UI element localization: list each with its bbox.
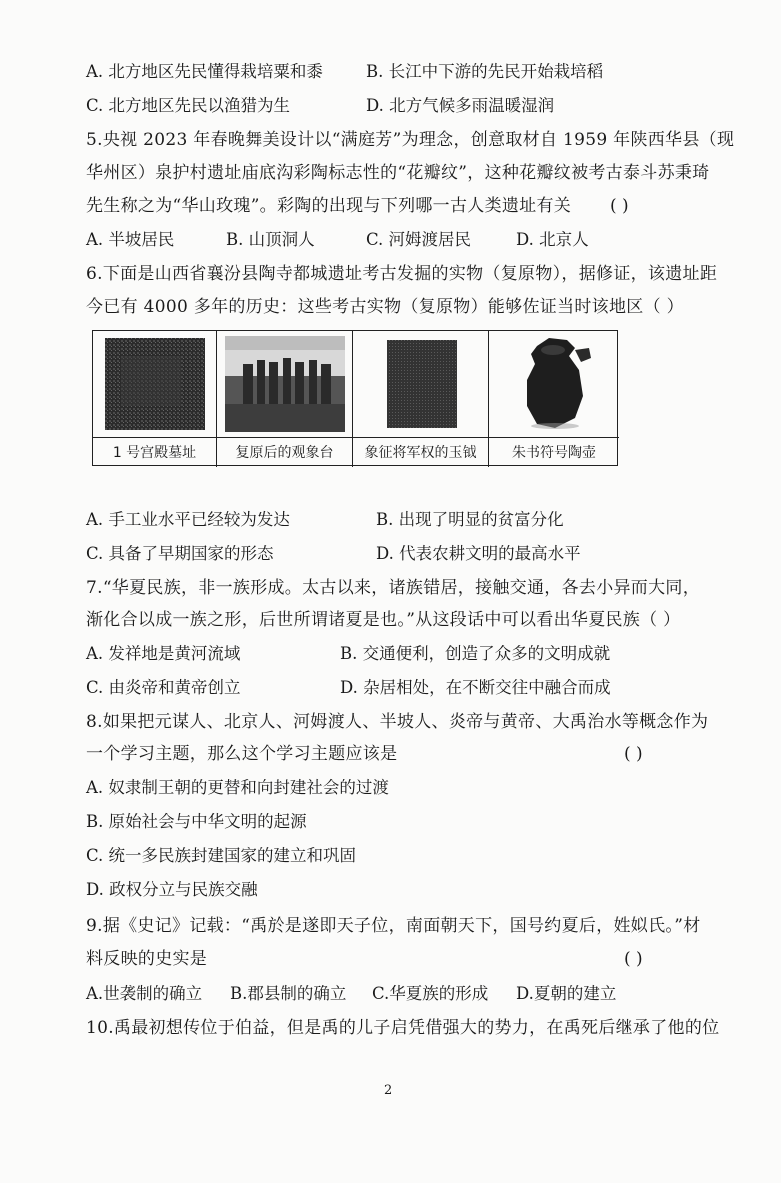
q8-option-c: C. 统一多民族封建国家的建立和巩固 [86, 846, 357, 865]
q8-option-a: A. 奴隶制王朝的更替和向封建社会的过渡 [86, 778, 389, 797]
q6-stem-line1: 6.下面是山西省襄汾县陶寺都城遗址考古发掘的实物（复原物），据修证，该遗址距 [86, 264, 718, 284]
artifact-photo-table [92, 330, 618, 466]
q7-stem-line2: 渐化合以成一族之形，后世所谓诸夏是也。”从这段话中可以看出华夏民族（ ） [86, 610, 681, 630]
q9-option-b: B.郡县制的确立 [230, 984, 347, 1003]
q9-option-c: C.华夏族的形成 [372, 984, 489, 1003]
q9-stem-line2: 料反映的史实是 [86, 949, 208, 969]
q9-answer-blank: ( ) [624, 949, 643, 969]
artifact-caption: 象征将军权的玉钺 [353, 437, 488, 467]
q8-stem-line1: 8.如果把元谋人、北京人、河姆渡人、半坡人、炎帝与黄帝、大禹治水等概念作为 [86, 712, 709, 732]
q5-stem-line2: 华州区）泉护村遗址庙底沟彩陶标志性的“花瓣纹”，这种花瓣纹被考古泰斗苏秉琦 [86, 163, 710, 183]
q5-answer-blank: ( ) [610, 196, 629, 216]
q6-option-d: D. 代表农耕文明的最高水平 [376, 544, 581, 563]
q7-option-a: A. 发祥地是黄河流域 [86, 644, 241, 663]
q5-option-d: D. 北京人 [516, 230, 589, 249]
q5-stem-line1: 5.央视 2023 年春晚舞美设计以“满庭芳”为理念，创意取材自 1959 年陕西华县（现 [86, 130, 735, 150]
q8-option-b: B. 原始社会与中华文明的起源 [86, 812, 307, 831]
q5-option-b: B. 山顶洞人 [226, 230, 315, 249]
q4-option-c: C. 北方地区先民以渔猎为生 [86, 96, 291, 115]
artifact-cell-jade-axe [353, 331, 489, 467]
artifact-caption: 复原后的观象台 [217, 437, 352, 467]
page-number: 2 [384, 1083, 393, 1098]
palace-site-photo [101, 336, 208, 432]
q5-stem-line3: 先生称之为“华山玫瑰”。彩陶的出现与下列哪一古人类遗址有关 [86, 196, 572, 216]
q6-option-c: C. 具备了早期国家的形态 [86, 544, 274, 563]
q8-stem-line2: 一个学习主题，那么这个学习主题应该是 [86, 744, 398, 764]
artifact-caption: 1 号宫殿墓址 [93, 437, 216, 467]
q7-option-b: B. 交通便利，创造了众多的文明成就 [340, 644, 611, 663]
artifact-cell-observatory [217, 331, 353, 467]
q8-answer-blank: ( ) [624, 744, 643, 764]
q9-option-d: D.夏朝的建立 [516, 984, 617, 1003]
pottery-pot-photo [497, 336, 611, 432]
q4-option-b: B. 长江中下游的先民开始栽培稻 [366, 62, 604, 81]
artifact-cell-palace-site [93, 331, 217, 467]
q6-option-a: A. 手工业水平已经较为发达 [86, 510, 290, 529]
q5-option-c: C. 河姆渡居民 [366, 230, 472, 249]
q7-option-c: C. 由炎帝和黄帝创立 [86, 678, 241, 697]
q9-option-a: A.世袭制的确立 [86, 984, 203, 1003]
q5-option-a: A. 半坡居民 [86, 230, 175, 249]
artifact-caption: 朱书符号陶壶 [489, 437, 619, 467]
q9-stem-line1: 9.据《史记》记载：“禹於是遂即天子位，南面朝天下，国号约夏后，姓姒氏。”材 [86, 916, 701, 936]
q10-stem-line1: 10.禹最初想传位于伯益，但是禹的儿子启凭借强大的势力，在禹死后继承了他的位 [86, 1018, 720, 1038]
observatory-photo [225, 336, 344, 432]
q4-option-d: D. 北方气候多雨温暖湿润 [366, 96, 555, 115]
q6-stem-line2: 今已有 4000 多年的历史：这些考古实物（复原物）能够佐证当时该地区（ ） [86, 297, 684, 317]
q7-stem-line1: 7.“华夏民族，非一族形成。太古以来，诸族错居，接触交通，各去小异而大同， [86, 578, 701, 598]
q7-option-d: D. 杂居相处，在不断交往中融合而成 [340, 678, 611, 697]
q8-option-d: D. 政权分立与民族交融 [86, 880, 258, 899]
q4-option-a: A. 北方地区先民懂得栽培粟和黍 [86, 62, 323, 81]
artifact-cell-pottery-pot [489, 331, 619, 467]
q6-option-b: B. 出现了明显的贫富分化 [376, 510, 564, 529]
jade-axe-photo [361, 336, 480, 432]
